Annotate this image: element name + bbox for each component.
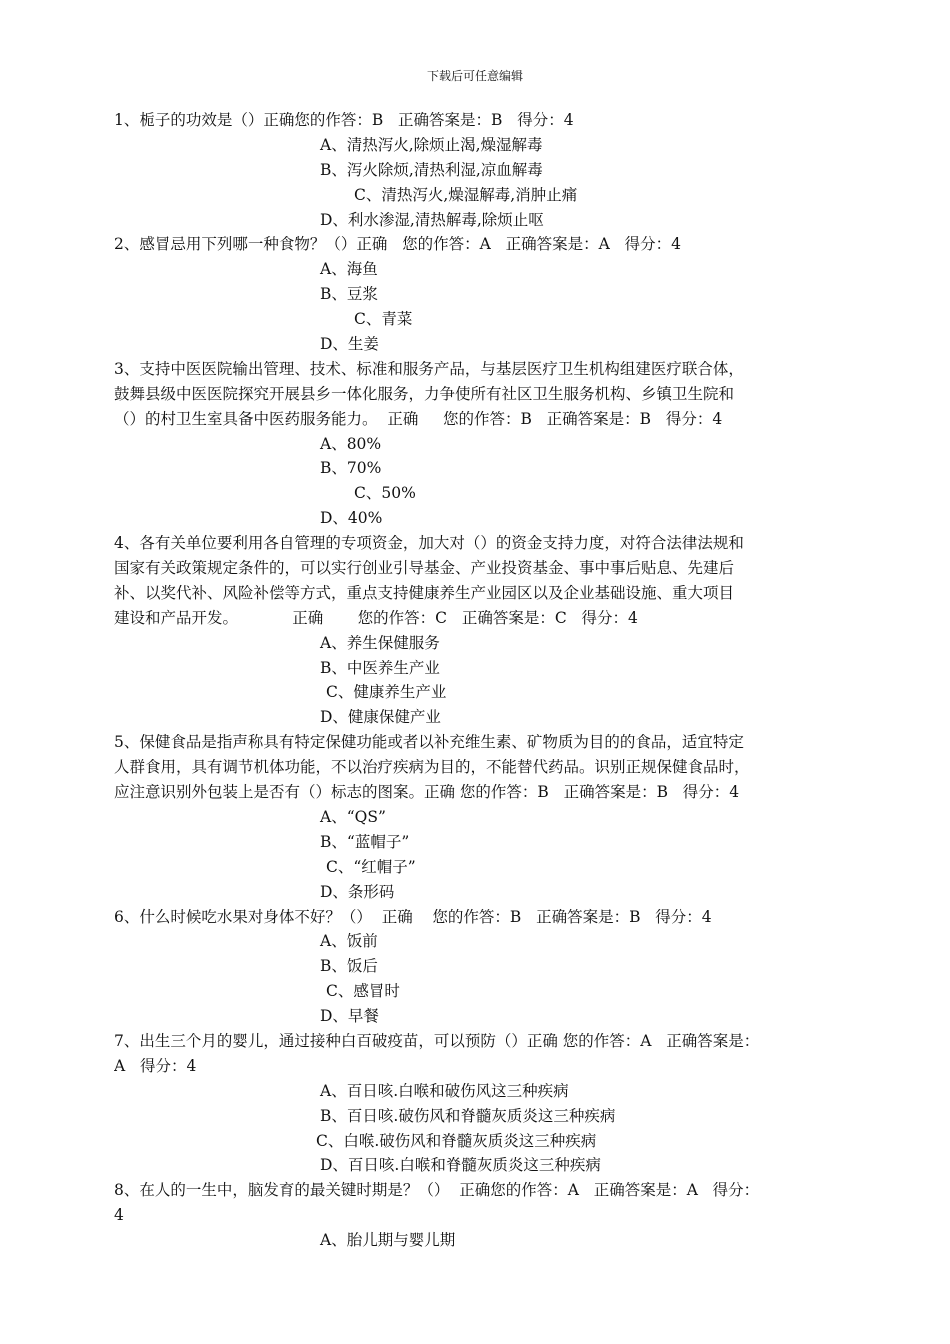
answer-option: A、“QS” [320,807,386,826]
answer-option: D、条形码 [320,882,395,901]
answer-option: D、利水渗湿,清热解毒,除烦止呕 [320,210,544,229]
question-text-line: 2、感冒忌用下列哪一种食物？（）正确 您的作答：A 正确答案是：A 得分：4 [114,235,681,254]
question-text-line: 应注意识别外包装上是否有（）标志的图案。正确 您的作答：B 正确答案是：B 得分：4 [114,783,740,802]
answer-option: D、健康保健产业 [320,708,441,727]
question-text-line: 人群食用，具有调节机体功能，不以治疗疾病为目的，不能替代药品。识别正规保健食品时， [114,758,750,777]
answer-option: A、百日咳.白喉和破伤风这三种疾病 [320,1081,569,1100]
answer-option: D、生姜 [320,335,379,354]
answer-option: C、清热泻火,燥湿解毒,消肿止痛 [354,185,578,204]
answer-option: D、早餐 [320,1007,379,1026]
answer-option: A、海鱼 [320,260,378,279]
answer-option: B、70% [320,459,382,478]
answer-option: B、饭后 [320,957,378,976]
answer-option: B、豆浆 [320,285,378,304]
answer-option: D、40% [320,509,383,528]
answer-option: A、饭前 [320,932,378,951]
question-text-line: 6、什么时候吃水果对身体不好？（） 正确 您的作答：B 正确答案是：B 得分：4 [114,907,712,926]
question-list [114,108,874,1253]
answer-option: A、胎儿期与婴儿期 [320,1231,456,1250]
answer-option: C、“红帽子” [326,857,416,876]
question-text-line: 国家有关政策规定条件的，可以实行创业引导基金、产业投资基金、事中事后贴息、先建后 [114,559,735,578]
question-text-line: 鼓舞县级中医医院探究开展县乡一体化服务，力争使所有社区卫生服务机构、乡镇卫生院和 [114,384,735,403]
answer-option: C、感冒时 [326,982,400,1001]
answer-option: B、泻火除烦,清热利湿,凉血解毒 [320,160,543,179]
question-text-line: A 得分：4 [114,1056,197,1075]
answer-option: A、养生保健服务 [320,633,440,652]
answer-option: D、百日咳.白喉和脊髓灰质炎这三种疾病 [320,1156,601,1175]
answer-option: B、“蓝帽子” [320,832,410,851]
answer-option: C、青菜 [354,310,413,329]
question-text-line: 8、在人的一生中，脑发育的最关键时期是？（） 正确您的作答：A 正确答案是：A 得分： [114,1181,760,1200]
answer-option: A、80% [320,434,382,453]
question-text-line: 补、以奖代补、风险补偿等方式，重点支持健康养生产业园区以及企业基础设施、重大项目 [114,583,735,602]
question-text-line: 4 [114,1206,124,1225]
question-text-line: 建设和产品开发。 正确 您的作答：C 正确答案是：C 得分：4 [114,608,638,627]
question-text-line: 1、栀子的功效是（）正确您的作答：B 正确答案是：B 得分：4 [114,111,574,129]
question-text-line: 4、各有关单位要利用各自管理的专项资金，加大对（）的资金支持力度，对符合法律法规和 [114,534,744,553]
page-header: 下载后可任意编辑 [426,69,523,83]
question-text-line: 3、支持中医医院输出管理、技术、标准和服务产品，与基层医疗卫生机构组建医疗联合体， [114,359,744,378]
answer-option: B、中医养生产业 [320,658,440,677]
question-text-line: 5、保健食品是指声称具有特定保健功能或者以补充维生素、矿物质为目的的食品，适宜特定 [114,733,744,752]
answer-option: A、清热泻火,除烦止渴,燥湿解毒 [320,135,543,154]
question-text-line: 7、出生三个月的婴儿，通过接种白百破疫苗，可以预防（）正确 您的作答：A 正确答案是： [114,1031,760,1050]
answer-option: C、白喉.破伤风和脊髓灰质炎这三种疾病 [316,1131,597,1150]
question-text-line: （）的村卫生室具备中医药服务能力。 正确 您的作答：B 正确答案是：B 得分：4 [114,409,723,428]
answer-option: B、百日咳.破伤风和脊髓灰质炎这三种疾病 [320,1106,616,1125]
answer-option: C、健康养生产业 [326,683,447,702]
answer-option: C、50% [354,484,416,503]
